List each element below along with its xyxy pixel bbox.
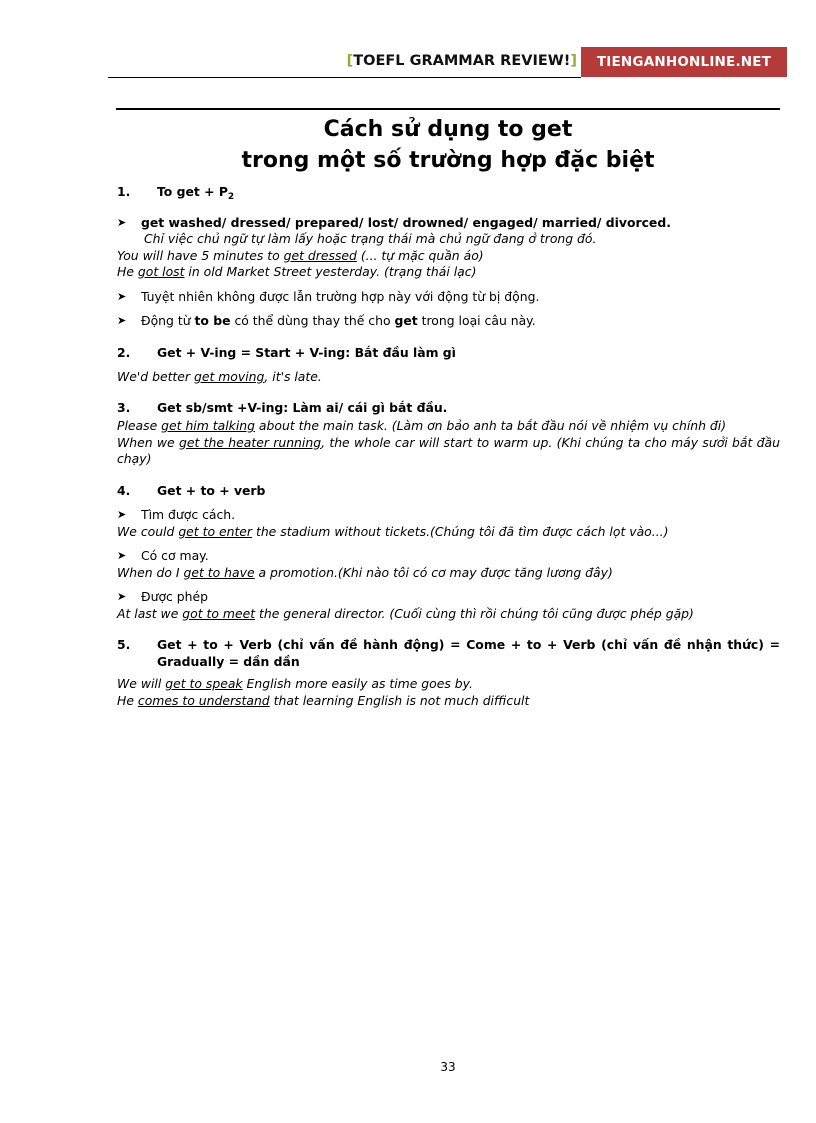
section-4-bullet-2-text: Có cơ may.	[141, 548, 209, 563]
underlined-phrase: comes to understand	[137, 692, 270, 708]
section-1-example-2: He got lost in old Market Street yesterday. (trạng thái lạc)	[117, 264, 477, 279]
header-divider	[108, 77, 581, 78]
title-line-1: Cách sử dụng to get	[323, 117, 573, 142]
underlined-phrase: get to speak	[165, 676, 243, 691]
underlined-phrase: got lost	[137, 264, 185, 279]
section-4-example-1: We could get to enter the stadium without tickets.(Chúng tôi đã tìm được cách lọt vào...)	[117, 523, 669, 539]
section-4-example-2: When do I get to have a promotion.(Khi nào tôi có cơ may được tăng lương đây)	[117, 564, 613, 580]
section-3-example-2: When we get the heater running, the whole car will start to warm up. (Khi chúng ta cho máy sưởi bắt đầu chạy)	[117, 434, 780, 466]
section-1-title: To get + P	[157, 184, 228, 199]
section-4-bullet-1	[117, 507, 780, 524]
section-1-subscript: 2	[227, 192, 235, 202]
header-title-text: TOEFL GRAMMAR REVIEW!	[353, 53, 571, 69]
underlined-phrase: get to enter	[178, 523, 253, 539]
section-3-example-1: Please get him talking about the main task. (Làm ơn bảo anh ta bắt đầu nói về nhiệm vụ chính đi)	[117, 418, 727, 433]
section-3-heading	[117, 400, 780, 417]
section-2-example-1: We'd better get moving, it's late.	[117, 369, 322, 384]
section-1-note: Chỉ việc chủ ngữ tự làm lấy hoặc trạng thái mà chủ ngữ đang ở trong đó.	[144, 231, 597, 246]
underlined-phrase: get to have	[183, 564, 255, 580]
section-1-number: 1.	[117, 184, 131, 199]
arrow-bullet-icon: ➤	[117, 215, 127, 229]
section-2-title: Get + V-ing = Start + V-ing: Bắt đầu làm gì	[157, 344, 456, 360]
underlined-phrase: got to meet	[182, 605, 256, 621]
header-title	[347, 53, 577, 69]
arrow-bullet-icon: ➤	[117, 314, 127, 327]
section-1-bullet-3: ➤ Động từ to be có thể dùng thay thế cho get trong loại câu này.	[117, 313, 536, 328]
arrow-bullet-icon: ➤	[117, 289, 127, 303]
section-4-bullet-3-text: Được phép	[141, 589, 208, 604]
section-1-bullet-1	[117, 215, 780, 232]
section-5-heading	[117, 637, 780, 670]
header-bracket-open: [	[346, 53, 354, 69]
arrow-bullet-icon: ➤	[117, 590, 127, 603]
section-4-bullet-2	[117, 548, 780, 565]
page-header	[108, 46, 787, 78]
section-1-bullet-2-text: Tuyệt nhiên không được lẫn trường hợp này với động từ bị động.	[141, 288, 540, 304]
section-4-bullet-3	[117, 589, 780, 606]
document-title	[116, 114, 780, 176]
arrow-bullet-icon: ➤	[117, 508, 127, 521]
section-5-example-1: We will get to speak English more easily as time goes by.	[117, 676, 473, 691]
document-body	[117, 184, 780, 709]
section-5-number: 5.	[117, 637, 131, 652]
section-1-bullet-1-text: get washed/ dressed/ prepared/ lost/ drowned/ engaged/ married/ divorced.	[141, 214, 671, 230]
section-4-example-3: At last we got to meet the general director. (Cuối cùng thì rồi chúng tôi cũng được phép gặp)	[117, 605, 694, 621]
underlined-phrase: get dressed	[283, 247, 357, 263]
section-4-title: Get + to + verb	[157, 482, 266, 498]
underlined-phrase: get moving	[193, 369, 265, 384]
underlined-phrase: get him talking	[161, 418, 255, 433]
header-badge: TIENGANHONLINE.NET	[581, 47, 787, 77]
section-4-bullet-1-text: Tìm được cách.	[141, 507, 236, 522]
header-bracket-close: ]	[570, 53, 577, 69]
arrow-bullet-icon: ➤	[117, 549, 127, 562]
section-1-bullet-2	[117, 289, 780, 306]
section-4-number: 4.	[117, 482, 131, 498]
section-5-title: Get + to + Verb (chỉ vấn đề hành động) = Come + to + Verb (chỉ vấn đề nhận thức) = Gradually = dần dần	[157, 637, 780, 669]
section-2-heading	[117, 345, 780, 362]
page-number: 33	[440, 1060, 456, 1074]
section-3-number: 3.	[117, 399, 131, 415]
section-5-example-2: He comes to understand that learning English is not much difficult	[117, 692, 530, 708]
title-line-2: trong một số trường hợp đặc biệt	[241, 148, 655, 173]
title-divider	[116, 108, 780, 110]
underlined-phrase: get the heater running	[178, 434, 322, 450]
section-3-title: Get sb/smt +V-ing: Làm ai/ cái gì bắt đầu.	[157, 399, 448, 415]
section-1-heading	[117, 184, 780, 206]
section-4-heading	[117, 483, 780, 500]
section-1-example-1: You will have 5 minutes to get dressed (... tự mặc quần áo)	[117, 247, 484, 263]
section-2-number: 2.	[117, 344, 131, 360]
